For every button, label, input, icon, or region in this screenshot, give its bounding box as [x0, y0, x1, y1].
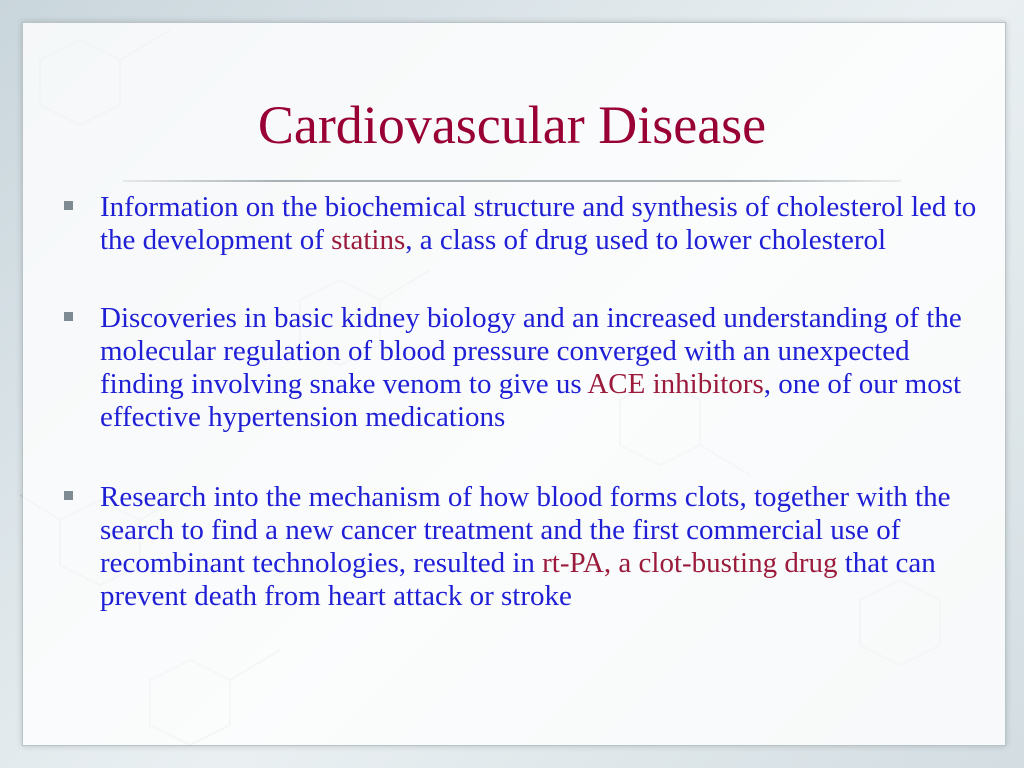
square-bullet-icon — [64, 312, 73, 321]
bullet-text: , one of our most effective hypertension medications — [100, 368, 962, 433]
highlight-term-rt-pa: rt-PA, a clot-busting drug — [542, 547, 838, 579]
square-bullet-icon — [64, 201, 73, 210]
slide-title: Cardiovascular Disease — [257, 95, 767, 155]
bullet-list — [100, 191, 980, 658]
title-divider — [123, 180, 901, 182]
bullet-text: Research into the mechanism of how blood forms clots, together with the search to find a new cancer treatment and the first commercial use of recombinant technologies, resulted in — [100, 481, 951, 579]
bullet-text: that can prevent death from heart attack or stroke — [100, 547, 936, 612]
bullet-item-rt-pa — [100, 481, 980, 613]
bullet-text: Discoveries in basic kidney biology and an increased understanding of the molecular regulation of blood pressure converged with an unexpected finding involving snake venom to give us — [100, 302, 962, 400]
bullet-text: Information on the biochemical structure and synthesis of cholesterol led to the development of — [100, 191, 977, 256]
bullet-item-statins — [100, 191, 980, 257]
highlight-term-ace-inhibitors: ACE inhibitors — [587, 368, 764, 400]
highlight-term-statins: statins — [331, 224, 406, 256]
bullet-item-ace-inhibitors — [100, 302, 980, 434]
bullet-text: , a class of drug used to lower cholesterol — [405, 224, 887, 256]
square-bullet-icon — [64, 491, 73, 500]
